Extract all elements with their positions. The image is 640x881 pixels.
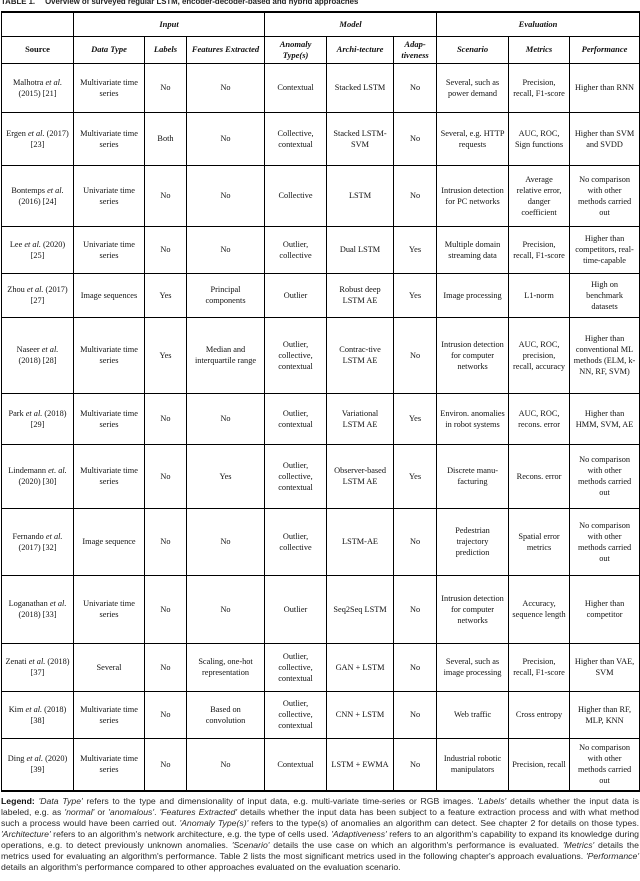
column-header-cell: Anomaly Type(s) (265, 36, 327, 63)
table-cell: AUC, ROC, precision, recall, accuracy (509, 317, 570, 393)
table-cell: Accuracy, sequence length (509, 575, 570, 643)
table-cell: Univariate time series (74, 226, 145, 273)
legend-label: Legend: (1, 796, 35, 806)
table-row (2, 508, 640, 575)
table-cell: Precision, recall, F1-score (509, 226, 570, 273)
column-header-cell: Metrics (509, 36, 570, 63)
table-cell: No (187, 738, 265, 791)
table-cell: L1-norm (509, 273, 570, 317)
table-cell: Outlier, collective, contextual (265, 643, 327, 691)
table-cell: Outlier (265, 575, 327, 643)
table-cell: Yes (394, 393, 437, 444)
table-cell: No comparison with other methods carried out (570, 738, 640, 791)
column-header-cell: Archi-tecture (327, 36, 394, 63)
table-cell: No (187, 226, 265, 273)
table-row (2, 393, 640, 444)
source-cell: Naseer et al. (2018) [28] (2, 317, 74, 393)
table-cell: No (394, 165, 437, 226)
table-cell: Robust deep LSTM AE (327, 273, 394, 317)
table-cell: No (394, 643, 437, 691)
table-cell: Image sequence (74, 508, 145, 575)
table-cell: Median and interquartile range (187, 317, 265, 393)
table-cell: No (394, 738, 437, 791)
table-cell: No (394, 575, 437, 643)
table-cell: Outlier, contextual (265, 393, 327, 444)
table-cell: Multivariate time series (74, 317, 145, 393)
group-header-cell: Input (74, 12, 265, 36)
table-cell: Contextual (265, 63, 327, 112)
table-cell: AUC, ROC, Sign functions (509, 112, 570, 165)
table-cell: Several, such as power demand (437, 63, 509, 112)
table-row (2, 112, 640, 165)
table-cell: No (145, 738, 187, 791)
table-cell: No (394, 317, 437, 393)
table-cell: Multivariate time series (74, 738, 145, 791)
source-cell: Lee et al. (2020) [25] (2, 226, 74, 273)
source-cell: Park et al. (2018) [29] (2, 393, 74, 444)
source-cell: Ergen et al. (2017) [23] (2, 112, 74, 165)
table-cell: Higher than competitor (570, 575, 640, 643)
column-header-cell: Source (2, 36, 74, 63)
table-caption (1, 0, 639, 6)
table-cell: Multivariate time series (74, 63, 145, 112)
table-cell: Average relative error, danger coefficient (509, 165, 570, 226)
table-cell: No (187, 508, 265, 575)
table-cell: Outlier, collective, contextual (265, 317, 327, 393)
table-cell: Precision, recall (509, 738, 570, 791)
source-cell: Loganathan et al. (2018) [33] (2, 575, 74, 643)
table-cell: Recons. error (509, 444, 570, 508)
table-cell: LSTM (327, 165, 394, 226)
table-cell: Multivariate time series (74, 444, 145, 508)
group-header-cell (2, 12, 74, 36)
table-caption-label: TABLE 1. (1, 0, 36, 6)
table-cell: No (394, 63, 437, 112)
table-cell: Observer-based LSTM AE (327, 444, 394, 508)
table-cell: Web traffic (437, 691, 509, 738)
table-cell: AUC, ROC, recons. error (509, 393, 570, 444)
table-cell: Collective, contextual (265, 112, 327, 165)
table-cell: Yes (394, 444, 437, 508)
table-cell: Scaling, one-hot representation (187, 643, 265, 691)
group-header-cell: Model (265, 12, 437, 36)
column-header-row (2, 36, 640, 63)
table-cell: Yes (394, 226, 437, 273)
table-cell: No (187, 112, 265, 165)
table-row (2, 63, 640, 112)
table-row (2, 643, 640, 691)
table-cell: High on benchmark datasets (570, 273, 640, 317)
column-header-cell: Performance (570, 36, 640, 63)
table-cell: Higher than RNN (570, 63, 640, 112)
survey-table (1, 11, 640, 792)
table-cell: Outlier, collective, contextual (265, 444, 327, 508)
table-cell: Outlier (265, 273, 327, 317)
table-row (2, 317, 640, 393)
table-cell: Collective (265, 165, 327, 226)
group-header-row (2, 12, 640, 36)
table-cell: Image sequences (74, 273, 145, 317)
table-cell: Several, e.g. HTTP requests (437, 112, 509, 165)
source-cell: Fernando et al. (2017) [32] (2, 508, 74, 575)
source-cell: Kim et al. (2018) [38] (2, 691, 74, 738)
table-cell: LSTM-AE (327, 508, 394, 575)
table-cell: No (187, 575, 265, 643)
table-cell: No (187, 393, 265, 444)
table-cell: Based on convolution (187, 691, 265, 738)
table-row (2, 691, 640, 738)
table-cell: Principal components (187, 273, 265, 317)
table-cell: Yes (187, 444, 265, 508)
table-row (2, 165, 640, 226)
table-cell: Intrusion detection for computer networks (437, 317, 509, 393)
table-header (2, 12, 640, 63)
table-cell: Yes (394, 273, 437, 317)
table-cell: Higher than SVM and SVDD (570, 112, 640, 165)
table-cell: No (145, 226, 187, 273)
table-cell: No (187, 63, 265, 112)
table-cell: Discrete manu-facturing (437, 444, 509, 508)
table-row (2, 226, 640, 273)
table-cell: No (145, 63, 187, 112)
table-cell: Both (145, 112, 187, 165)
table-cell: Spatial error metrics (509, 508, 570, 575)
table-cell: LSTM + EWMA (327, 738, 394, 791)
table-cell: No (187, 165, 265, 226)
column-header-cell: Labels (145, 36, 187, 63)
legend-text: 'Data Type' refers to the type and dimensionality of input data, e.g. multi-variate time-series or RGB images. 'Labels' details whether the input data is labeled, e.g. as 'normal' or 'anomalous'. 'Features Extracted' details whether the input data has been subject to a feature extraction process and with what method such a process would have been carried out. 'Anomaly Type(s)' refers to the type(s) of anomalies an algorithm can detect. See chapter 2 for details on those types. 'Architecture' refers to an algorithm's network architecture, e.g. the type of cells used. 'Adaptiveness' refers to an algorithm's capability to expand its knowledge during operations, e.g. to detect previously unknown anomalies. 'Scenario' details the use case on which an algorithm's performance is evaluated. 'Metrics' details the metrics used for evaluating an algorithm's performance. Table 2 lists the most significant metrics used in the following chapter's approach evaluations. 'Performance' details an algorithm's performance compared to other approaches evaluated on the evaluation scenario. (1, 796, 640, 872)
table-cell: Image processing (437, 273, 509, 317)
table-cell: Several, such as image processing (437, 643, 509, 691)
table-cell: Univariate time series (74, 575, 145, 643)
column-header-cell: Adap-tiveness (394, 36, 437, 63)
table-cell: No comparison with other methods carried out (570, 508, 640, 575)
source-cell: Zhou et al. (2017) [27] (2, 273, 74, 317)
table-cell: Outlier, collective (265, 226, 327, 273)
table-cell: No (394, 691, 437, 738)
table-cell: Dual LSTM (327, 226, 394, 273)
table-cell: Stacked LSTM (327, 63, 394, 112)
table-cell: Higher than HMM, SVM, AE (570, 393, 640, 444)
table-cell: Yes (145, 273, 187, 317)
table-cell: Industrial robotic manipulators (437, 738, 509, 791)
table-cell: Multivariate time series (74, 691, 145, 738)
table-row (2, 444, 640, 508)
column-header-cell: Scenario (437, 36, 509, 63)
source-cell: Ding et al. (2020) [39] (2, 738, 74, 791)
table-cell: No (145, 393, 187, 444)
group-header-cell: Evaluation (437, 12, 640, 36)
table-cell: Several (74, 643, 145, 691)
table-row (2, 575, 640, 643)
source-cell: Malhotra et al. (2015) [21] (2, 63, 74, 112)
source-cell: Bontemps et al. (2016) [24] (2, 165, 74, 226)
table-cell: No (394, 112, 437, 165)
table-cell: Multiple domain streaming data (437, 226, 509, 273)
table-cell: Higher than competitors, real-time-capable (570, 226, 640, 273)
table-cell: Multivariate time series (74, 112, 145, 165)
table-cell: Higher than conventional ML methods (ELM, k-NN, RF, SVM) (570, 317, 640, 393)
table-row (2, 273, 640, 317)
table-cell: Higher than RF, MLP, KNN (570, 691, 640, 738)
table-cell: Seq2Seq LSTM (327, 575, 394, 643)
table-cell: No (145, 444, 187, 508)
table-cell: No comparison with other methods carried out (570, 165, 640, 226)
table-cell: Intrusion detection for computer networks (437, 575, 509, 643)
table-cell: No (145, 165, 187, 226)
table-cell: Contextual (265, 738, 327, 791)
table-row (2, 738, 640, 791)
table-cell: Environ. anomalies in robot systems (437, 393, 509, 444)
table-cell: No (145, 643, 187, 691)
table-cell: Cross entropy (509, 691, 570, 738)
table-cell: CNN + LSTM (327, 691, 394, 738)
table-cell: No (394, 508, 437, 575)
table-cell: Multivariate time series (74, 393, 145, 444)
table-cell: Univariate time series (74, 165, 145, 226)
column-header-cell: Features Extracted (187, 36, 265, 63)
table-cell: Higher than VAE, SVM (570, 643, 640, 691)
legend (1, 796, 639, 873)
table-cell: No (145, 575, 187, 643)
table-cell: Stacked LSTM-SVM (327, 112, 394, 165)
table-cell: No (145, 691, 187, 738)
table-cell: Outlier, collective (265, 508, 327, 575)
paper-page (1, 0, 639, 873)
table-cell: No comparison with other methods carried out (570, 444, 640, 508)
table-cell: Pedestrian trajectory prediction (437, 508, 509, 575)
table-cell: Contrac-tive LSTM AE (327, 317, 394, 393)
table-cell: Precision, recall, F1-score (509, 63, 570, 112)
table-cell: Precision, recall, F1-score (509, 643, 570, 691)
source-cell: Zenati et al. (2018) [37] (2, 643, 74, 691)
table-cell: Intrusion detection for PC networks (437, 165, 509, 226)
table-cell: Yes (145, 317, 187, 393)
table-body (2, 63, 640, 791)
table-caption-text: Overview of surveyed regular LSTM, encoder-decoder-based and hybrid approaches (45, 0, 359, 6)
table-cell: Variational LSTM AE (327, 393, 394, 444)
column-header-cell: Data Type (74, 36, 145, 63)
table-cell: GAN + LSTM (327, 643, 394, 691)
source-cell: Lindemann et. al. (2020) [30] (2, 444, 74, 508)
table-cell: Outlier, collective, contextual (265, 691, 327, 738)
table-cell: No (145, 508, 187, 575)
